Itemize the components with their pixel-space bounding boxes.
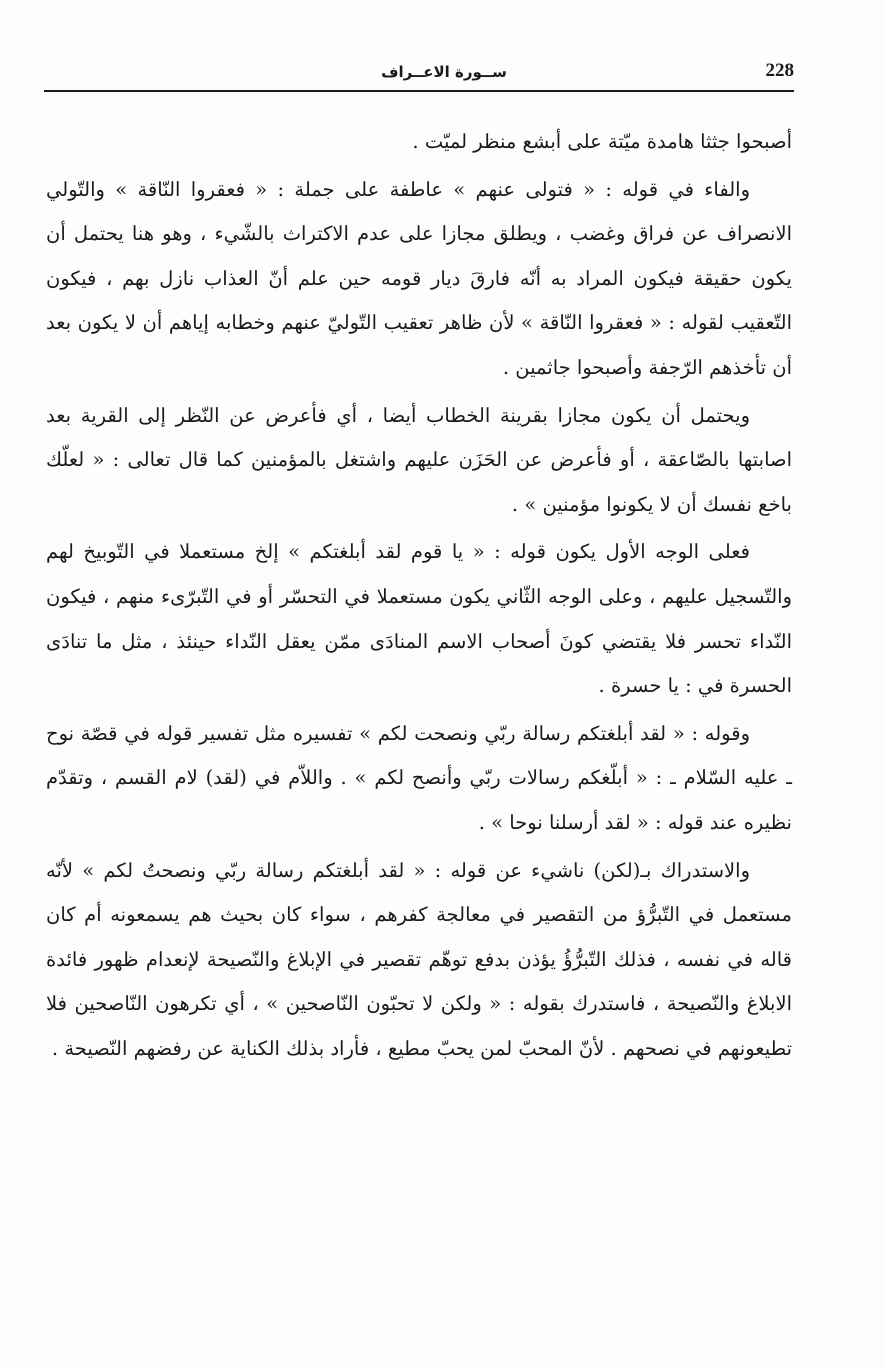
header-rule bbox=[44, 90, 794, 92]
paragraph: وقوله : « لقد أبلغتكم رسالة ربّي ونصحت لكم » تفسيره مثل تفسير قوله في قصّة نوح ـ عليه السّلام ـ : « أبلّغكم رسالات ربّي وأنصح لكم » . واللاّم في (لقد) لام القسم ، وتقدّم نظيره عند قوله : « لقد أرسلنا نوحا » . bbox=[46, 721, 792, 834]
running-title: ســورة الاعــراف bbox=[381, 63, 507, 81]
paragraph: فعلى الوجه الأول يكون قوله : « يا قوم لقد أبلغتكم » إلخ مستعملا في التّوبيخ لهم والتّسجيل عليهم ، وعلى الوجه الثّاني يكون مستعملا في التحسّر أو في التّبرّىء منهم ، فيكون النّداء تحسر فلا يقتضي كونَ أصحاب الاسم المنادَى ممّن يعقل النّداء حينئذ ، مثل ما تنادَى الحسرة في : يا حسرة . bbox=[46, 540, 792, 698]
page-body bbox=[46, 120, 792, 1071]
paragraph: والاستدراك بـ(لكن) ناشيء عن قوله : « لقد أبلغتكم رسالة ربّي ونصحتُ لكم » لأنّه مستعمل في التّبرُّؤ من التقصير في معالجة كفرهم ، سواء كان بحيث هم يسمعونه أم كان قاله في نفسه ، فذلك التّبرُّؤُ يؤذن بدفع توهّم تقصير في الإبلاغ والنّصيحة لإنعدام ظهور فائدة الابلاغ والنّصيحة ، فاستدرك بقوله : « ولكن لا تحبّون النّاصحين » ، أي تكرهون النّاصحين فلا تطيعونهم في نصحهم . لأنّ المحبّ لمن يحبّ مطيع ، فأراد بذلك الكناية عن رفضهم النّصيحة . bbox=[46, 858, 792, 1060]
page-number: 228 bbox=[765, 60, 794, 81]
paragraph-continuation: أصبحوا جثثا هامدة ميّتة على أبشع منظر لميّت . bbox=[412, 130, 792, 153]
paragraph: والفاء في قوله : « فتولى عنهم » عاطفة على جملة : « فعقروا النّاقة » والتّولي الانصراف عن فراق وغضب ، ويطلق مجازا على عدم الاكتراث بالشّيء ، وهو هنا يحتمل أن يكون حقيقة فيكون المراد به أنّه فارقَ ديار قومه حين علم أنّ العذاب نازل بهم ، فيكون التّعقيب لقوله : « فعقروا النّاقة » لأن ظاهر تعقيب التّوليّ عنهم وخطابه إياهم أن لا يكون بعد أن تأخذهم الرّجفة وأصبحوا جاثمين . bbox=[46, 177, 792, 379]
page-header bbox=[44, 58, 794, 92]
paragraph: ويحتمل أن يكون مجازا بقرينة الخطاب أيضا ، أي فأعرض عن النّظر إلى القرية بعد اصابتها بالصّاعقة ، أو فأعرض عن الحَزَن عليهم واشتغل بالمؤمنين كما قال تعالى : « لعلّك باخع نفسك أن لا يكونوا مؤمنين » . bbox=[46, 403, 792, 516]
